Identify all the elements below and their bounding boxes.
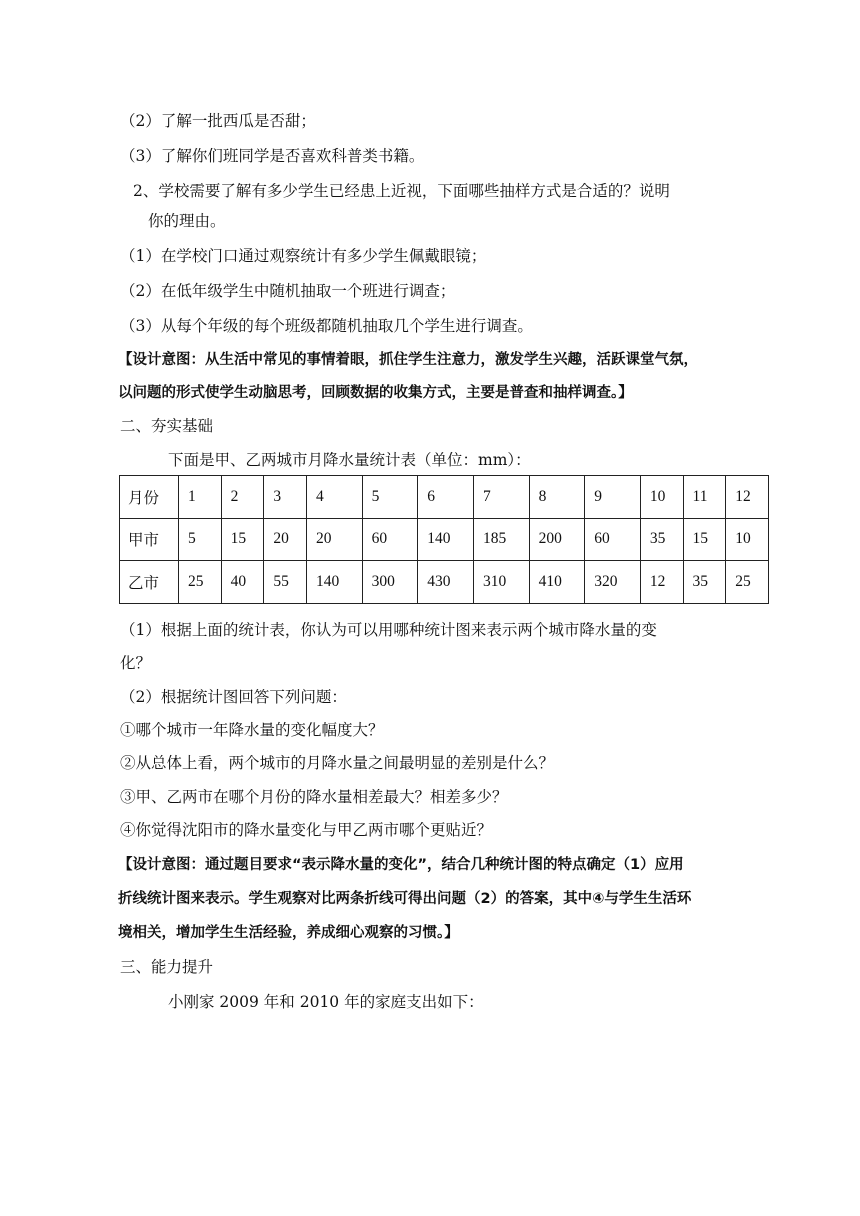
value-cell: 310: [473, 561, 529, 604]
design-intent-1-line-2: 以问题的形式使学生动脑思考，回顾数据的收集方式，主要是普查和抽样调查。】: [118, 385, 633, 401]
design-intent-2-line-2: 折线统计图来表示。学生观察对比两条折线可得出问题（2）的答案，其中④与学生生活环: [118, 891, 692, 907]
question-2-title-continued: 你的理由。: [148, 212, 226, 230]
question-b: （2）根据统计图回答下列问题：: [120, 688, 347, 706]
value-cell: 10: [726, 518, 769, 561]
family-expense-intro: 小刚家 2009 年和 2010 年的家庭支出如下：: [168, 993, 484, 1011]
design-intent-2-line-3: 境相关，增加学生生活经验，养成细心观察的习惯。】: [118, 925, 459, 941]
month-cell: 12: [726, 476, 769, 519]
table-row-months: [120, 476, 769, 519]
value-cell: 20: [307, 518, 363, 561]
month-cell: 4: [307, 476, 363, 519]
month-cell: 9: [585, 476, 641, 519]
table-header-label: 月份: [120, 476, 179, 519]
month-cell: 3: [264, 476, 307, 519]
row-label-yi: 乙市: [120, 561, 179, 604]
question-a-line-2: 化？: [120, 654, 152, 672]
section-2-heading: 二、夯实基础: [120, 417, 214, 435]
row-label-jia: 甲市: [120, 518, 179, 561]
month-cell: 6: [418, 476, 474, 519]
value-cell: 25: [179, 561, 222, 604]
month-cell: 7: [473, 476, 529, 519]
value-cell: 15: [683, 518, 726, 561]
value-cell: 25: [726, 561, 769, 604]
question-2-option-2: （2）在低年级学生中随机抽取一个班进行调查；: [120, 282, 456, 300]
rainfall-table: [119, 475, 769, 604]
sub-question-2: ②从总体上看，两个城市的月降水量之间最明显的差别是什么？: [120, 754, 555, 772]
month-cell: 8: [529, 476, 585, 519]
question-a-line-1: （1）根据上面的统计表，你认为可以用哪种统计图来表示两个城市降水量的变: [120, 621, 657, 639]
value-cell: 140: [307, 561, 363, 604]
sub-question-4: ④你觉得沈阳市的降水量变化与甲乙两市哪个更贴近？: [120, 821, 493, 839]
sub-question-1: ①哪个城市一年降水量的变化幅度大？: [120, 721, 384, 739]
value-cell: 35: [640, 518, 683, 561]
month-cell: 1: [179, 476, 222, 519]
value-cell: 430: [418, 561, 474, 604]
value-cell: 40: [221, 561, 264, 604]
value-cell: 320: [585, 561, 641, 604]
value-cell: 300: [362, 561, 418, 604]
table-row-city-yi: [120, 561, 769, 604]
question-2-option-1: （1）在学校门口通过观察统计有多少学生佩戴眼镜；: [120, 247, 487, 265]
month-cell: 5: [362, 476, 418, 519]
question-2-option-3: （3）从每个年级的每个班级都随机抽取几个学生进行调查。: [120, 317, 533, 335]
section-3-heading: 三、能力提升: [120, 958, 214, 976]
value-cell: 20: [264, 518, 307, 561]
value-cell: 15: [221, 518, 264, 561]
value-cell: 35: [683, 561, 726, 604]
value-cell: 185: [473, 518, 529, 561]
value-cell: 60: [585, 518, 641, 561]
table-intro: 下面是甲、乙两城市月降水量统计表（单位：mm）：: [168, 451, 531, 469]
value-cell: 140: [418, 518, 474, 561]
sub-question-3: ③甲、乙两市在哪个月份的降水量相差最大？相差多少？: [120, 788, 508, 806]
value-cell: 60: [362, 518, 418, 561]
value-cell: 55: [264, 561, 307, 604]
table-row-city-jia: [120, 518, 769, 561]
question-2-title: 2、学校需要了解有多少学生已经患上近视，下面哪些抽样方式是合适的？说明: [133, 182, 670, 200]
item-watermelon: （2）了解一批西瓜是否甜；: [120, 112, 316, 130]
month-cell: 2: [221, 476, 264, 519]
design-intent-1-line-1: 【设计意图：从生活中常见的事情着眼，抓住学生注意力，激发学生兴趣，活跃课堂气氛，: [118, 352, 698, 368]
item-science-books: （3）了解你们班同学是否喜欢科普类书籍。: [120, 147, 425, 165]
value-cell: 5: [179, 518, 222, 561]
month-cell: 10: [640, 476, 683, 519]
value-cell: 410: [529, 561, 585, 604]
design-intent-2-line-1: 【设计意图：通过题目要求“表示降水量的变化”，结合几种统计图的特点确定（1）应用: [118, 857, 684, 873]
month-cell: 11: [683, 476, 726, 519]
value-cell: 200: [529, 518, 585, 561]
value-cell: 12: [640, 561, 683, 604]
